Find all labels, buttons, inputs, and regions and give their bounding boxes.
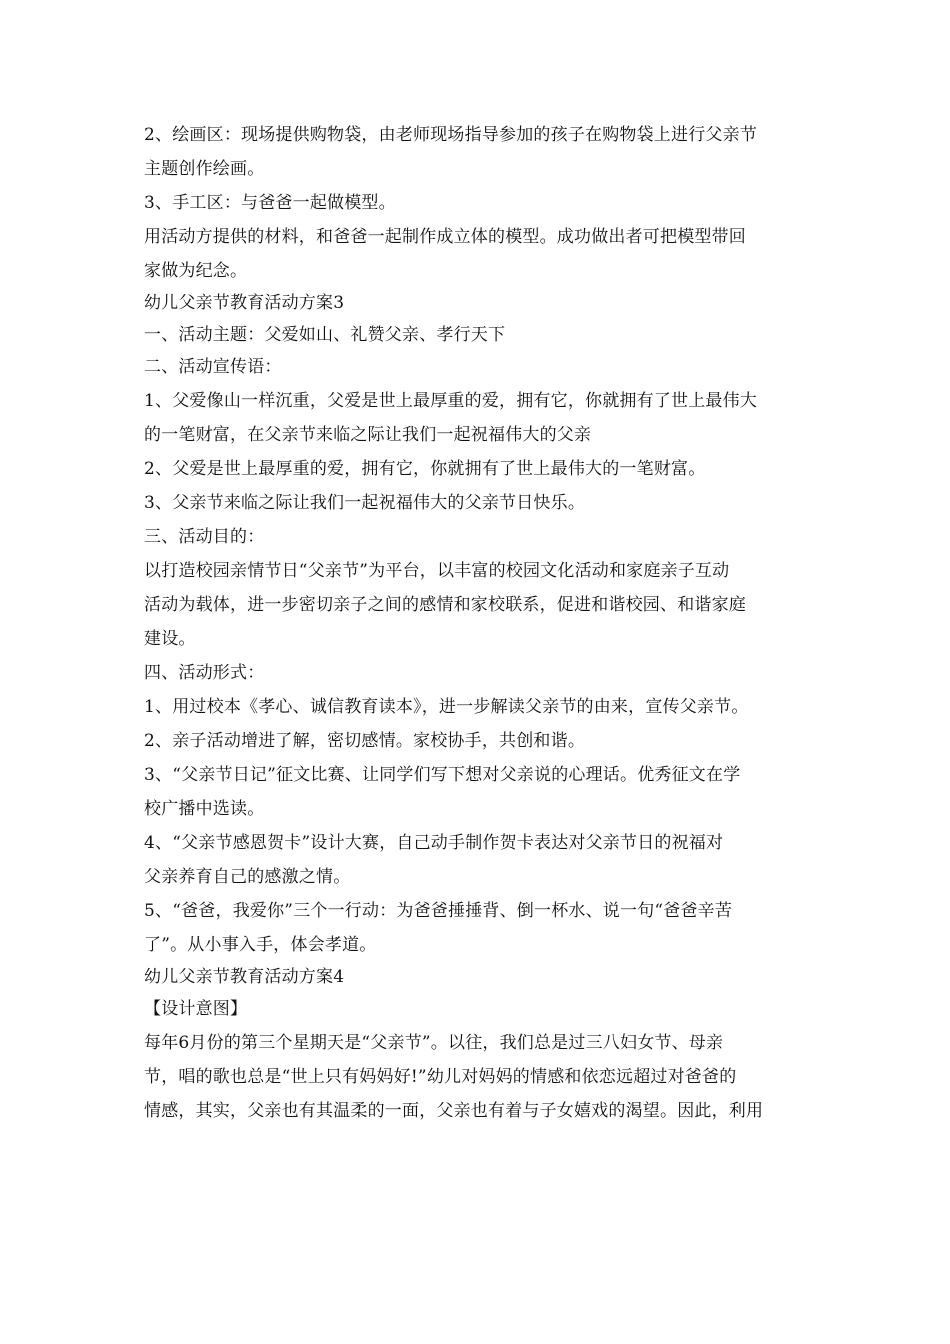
- document-body: [144, 118, 809, 1128]
- text-line: 2、绘画区：现场提供购物袋，由老师现场指导参加的孩子在购物袋上进行父亲节: [144, 125, 758, 145]
- text-line: 3、“父亲节日记”征文比赛、让同学们写下想对父亲说的心理话。优秀征文在学: [144, 765, 741, 785]
- text-line: 一、活动主题：父爱如山、礼赞父亲、孝行天下: [144, 325, 506, 345]
- text-line: 【设计意图】: [144, 999, 248, 1019]
- text-line: 节，唱的歌也总是“世上只有妈妈好!”幼儿对妈妈的情感和依恋远超过对爸爸的: [144, 1067, 737, 1087]
- text-line: 活动为载体，进一步密切亲子之间的感情和家校联系，促进和谐校园、和谐家庭: [144, 595, 746, 615]
- section-heading: 幼儿父亲节教育活动方案3: [144, 293, 345, 313]
- text-line: 三、活动目的：: [144, 527, 265, 547]
- text-line: 建设。: [144, 629, 196, 649]
- text-line: 每年6月份的第三个星期天是“父亲节”。以往，我们总是过三八妇女节、母亲: [144, 1033, 724, 1053]
- text-line: 以打造校园亲情节日“父亲节”为平台，以丰富的校园文化活动和家庭亲子互动: [144, 561, 730, 581]
- text-line: 校广播中选读。: [144, 799, 265, 819]
- text-line: 四、活动形式：: [144, 663, 265, 683]
- text-line: 5、“爸爸，我爱你”三个一行动：为爸爸捶捶背、倒一杯水、说一句“爸爸辛苦: [144, 901, 733, 921]
- text-line: 主题创作绘画。: [144, 159, 265, 179]
- text-line: 用活动方提供的材料，和爸爸一起制作成立体的模型。成功做出者可把模型带回: [144, 227, 746, 247]
- text-line: 2、父爱是世上最厚重的爱，拥有它，你就拥有了世上最伟大的一笔财富。: [144, 459, 706, 479]
- text-line: 1、用过校本《孝心、诚信教育读本》，进一步解读父亲节的由来，宣传父亲节。: [144, 697, 749, 717]
- text-line: 1、父爱像山一样沉重，父爱是世上最厚重的爱，拥有它，你就拥有了世上最伟大: [144, 391, 758, 411]
- text-line: 的一笔财富，在父亲节来临之际让我们一起祝福伟大的父亲: [144, 425, 592, 445]
- text-line: 4、“父亲节感恩贺卡”设计大赛，自己动手制作贺卡表达对父亲节日的祝福对: [144, 833, 724, 853]
- section-heading: 幼儿父亲节教育活动方案4: [144, 967, 345, 987]
- text-line: 3、手工区：与爸爸一起做模型。: [144, 193, 396, 213]
- text-line: 3、父亲节来临之际让我们一起祝福伟大的父亲节日快乐。: [144, 493, 586, 513]
- text-line: 家做为纪念。: [144, 261, 248, 281]
- text-line: 了”。从小事入手，体会孝道。: [144, 935, 377, 955]
- text-line: 父亲养育自己的感激之情。: [144, 867, 351, 887]
- text-line: 2、亲子活动增进了解，密切感情。家校协手，共创和谐。: [144, 731, 586, 751]
- text-line: 情感，其实，父亲也有其温柔的一面，父亲也有着与子女嬉戏的渴望。因此，利用: [144, 1101, 764, 1121]
- text-line: 二、活动宣传语：: [144, 357, 282, 377]
